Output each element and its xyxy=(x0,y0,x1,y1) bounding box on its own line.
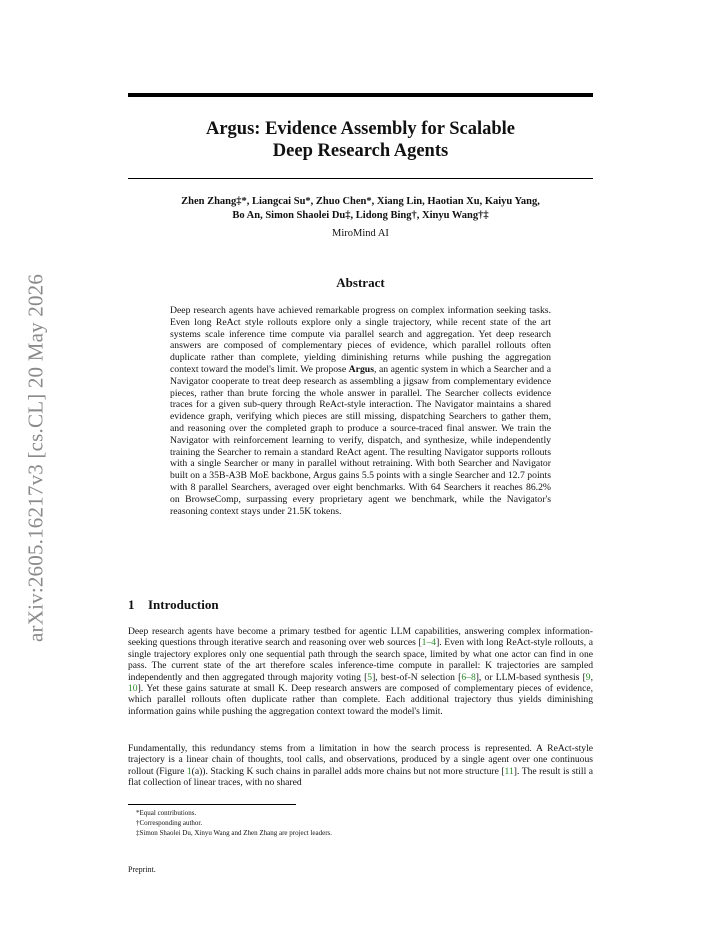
paper-title xyxy=(128,118,593,162)
citation-link[interactable]: 1–4 xyxy=(421,637,437,649)
footnotes xyxy=(136,808,332,838)
abstract-text-1: Deep research agents have achieved remarkable progress on complex information seeking tasks. Even long ReAct style rollouts explore only a single trajectory, while recent state of the art systems scale inference time compute via parallel search and aggregation. Yet deep research answers are composed of complementary pieces of evidence, which parallel rollouts often duplicate rather than complete, yielding diminishing returns while pushing the aggregation context toward the model's limit. We propose xyxy=(170,305,551,375)
abstract-system-name: Argus xyxy=(348,363,374,375)
footnote-equal-contribution: *Equal contributions. xyxy=(136,809,197,817)
text-run: ]. The result is still a flat collection of linear traces, with no shared xyxy=(128,765,594,789)
author-list xyxy=(128,195,593,223)
text-run: ]. Yet these gains saturate at small K. Deep research answers are composed of complementary pieces of evidence, which parallel rollouts often duplicate rather than complete. Each additional trajectory thus yields diminishing information gains while pushing the aggregation context toward the model's limit. xyxy=(128,683,593,717)
abstract-heading: Abstract xyxy=(336,275,385,290)
citation-link[interactable]: 5 xyxy=(367,671,373,683)
text-run: Fundamentally, this redundancy stems from a limitation in how the search process is represented. A ReAct-style trajectory is a linear chain of thoughts, tool calls, and observations, produced by a single agent over one continuous rollout (Figure xyxy=(128,743,593,777)
figure-link[interactable]: 1 xyxy=(186,765,192,777)
text-run: ]. Even with long ReAct-style rollouts, a single trajectory explores only one sequential path through the search space, limited by what one actor can find in one pass. The current state of the art therefore scales inference-time compute in parallel: K trajectories are sampled independently and then aggregated through majority voting [ xyxy=(128,637,593,683)
arxiv-identifier: arXiv:2605.16217v3 [cs.CL] 20 May 2026 xyxy=(23,273,48,643)
title-line-1: Argus: Evidence Assembly for Scalable xyxy=(205,119,516,139)
text-run: ], or LLM-based synthesis [ xyxy=(475,671,586,683)
footnote-project-leaders: ‡Simon Shaolei Du, Xinyu Wang and Zhen Zhang are project leaders. xyxy=(136,829,333,837)
section-title: Introduction xyxy=(148,597,219,612)
intro-paragraph-2 xyxy=(128,743,593,789)
text-run: ], best-of-N selection [ xyxy=(372,671,462,683)
section-number: 1 xyxy=(128,597,135,612)
citation-link[interactable]: 6–8 xyxy=(461,671,476,683)
intro-paragraph-1 xyxy=(128,626,593,717)
title-bottom-rule xyxy=(128,178,593,179)
preprint-label: Preprint. xyxy=(128,865,156,874)
text-run: Deep research agents have become a primary testbed for agentic LLM capabilities, answering complex information-seeking questions through iterative search and reasoning over web sources [ xyxy=(128,626,593,649)
abstract-body xyxy=(170,305,551,517)
text-run: (a)). Stacking K such chains in parallel adds more chains but not more structure [ xyxy=(191,765,505,777)
text-run: , xyxy=(590,671,593,683)
authors-line-1: Zhen Zhang‡*, Liangcai Su*, Zhuo Chen*, Xiang Lin, Haotian Xu, Kaiyu Yang, xyxy=(181,196,540,207)
abstract-text-2: , an agentic system in which a Searcher and a Navigator cooperate to treat deep research as assembling a jigsaw from complementary evidence pieces, rather than brute forcing the whole answer in parallel. The Searcher collects evidence traces for a given sub-query through ReAct-style interaction. The Navigator maintains a shared evidence graph, verifying which pieces are still missing, dispatching Searchers to gather them, and reasoning over the completed graph to produce a source-traced final answer. We train the Navigator with reinforcement learning to verify, dispatch, and synthesize, while independently training the Searcher to remain a standard ReAct agent. The resulting Navigator supports rollouts with a single Searcher or many in parallel without retraining. With both Searcher and Navigator built on a 35B-A3B MoE backbone, Argus gains 5.5 points with a single Searcher and 12.7 points with 8 parallel Searchers, averaged over eight benchmarks. With 64 Searchers it reaches 86.2% on BrowseComp, surpassing every proprietary agent we benchmark, while the Navigator's reasoning context stays under 21.5K tokens. xyxy=(170,363,551,517)
footnote-corresponding-author: †Corresponding author. xyxy=(136,819,203,827)
title-line-2: Deep Research Agents xyxy=(272,141,449,161)
affiliation: MiroMind AI xyxy=(332,228,389,239)
citation-link[interactable]: 11 xyxy=(504,765,514,777)
citation-link[interactable]: 9 xyxy=(585,671,591,683)
authors-line-2: Bo An, Simon Shaolei Du‡, Lidong Bing†, Xinyu Wang†‡ xyxy=(232,210,489,221)
section-heading-introduction xyxy=(128,597,219,613)
title-top-rule xyxy=(128,93,593,97)
footnote-rule xyxy=(128,804,296,805)
citation-link[interactable]: 10 xyxy=(128,683,138,695)
